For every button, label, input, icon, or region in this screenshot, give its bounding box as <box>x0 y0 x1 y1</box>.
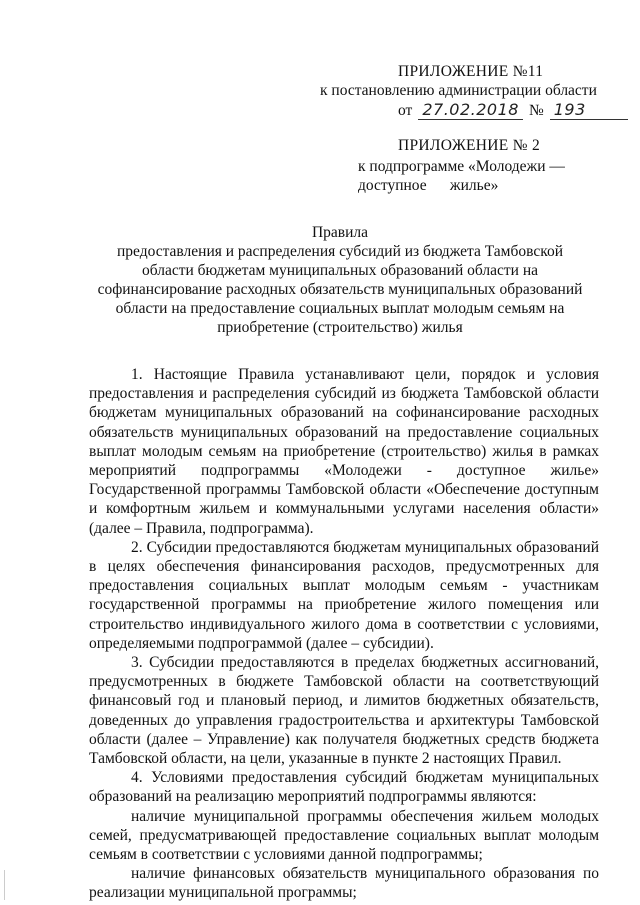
number-label: № <box>528 102 544 119</box>
paragraph-2: 2. Субсидии предоставляются бюджетам муниципальных образований в целях обеспечения финансирования расходов, предусмотренных для предоставления социальных выплат молодым семьям - участникам государственной программы на приобретение жилого помещения или строительство индивидуального жилого дома в соответствии с условиями, определяемыми подпрограммой (далее – субсидии). <box>89 538 599 652</box>
paragraph-4-item-2: наличие финансовых обязательств муниципального образования по реализации муниципальной программы; <box>89 865 599 902</box>
decree-date-number <box>320 100 610 120</box>
title-heading: Правила <box>311 224 369 241</box>
subprogram-reference-line1: к подпрограмме «Молодежи — <box>358 158 565 175</box>
handwritten-number: 193 <box>550 100 628 120</box>
paragraph-4: 4. Условиями предоставления субсидий бюджетам муниципальных образований на реализацию мероприятий подпрограммы являются: <box>89 769 599 806</box>
document-body <box>89 365 599 903</box>
appendix-11-header <box>320 62 610 120</box>
decree-reference: к постановлению администрации области <box>320 82 597 99</box>
title-line: области на предоставление социальных выплат молодым семьям на <box>115 300 565 317</box>
title-line: софинансирование расходных обязательств муниципальных образований <box>97 281 583 298</box>
handwritten-date: 27.02.2018 <box>418 100 523 120</box>
title-line: приобретение (строительство) жилья <box>217 319 463 336</box>
title-line: области бюджетам муниципальных образований области на <box>141 262 538 279</box>
appendix-11-title: ПРИЛОЖЕНИЕ №11 <box>398 63 544 80</box>
scan-edge-mark <box>4 870 5 900</box>
paragraph-4-item-1: наличие муниципальной программы обеспечения жильем молодых семей, предусматривающей предоставление социальных выплат молодым семьям в соответствии с условиями данной подпрограммы; <box>89 807 599 864</box>
appendix-2-title: ПРИЛОЖЕНИЕ № 2 <box>398 137 541 154</box>
title-line: предоставления и распределения субсидий из бюджета Тамбовской <box>116 243 564 260</box>
from-label: от <box>398 102 413 119</box>
appendix-2-header <box>358 136 608 195</box>
paragraph-1: 1. Настоящие Правила устанавливают цели, порядок и условия предоставления и распределения субсидий из бюджета Тамбовской области бюджетам муниципальных образований на софинансирование расходных обязательств муниципальных образований на предоставление социальных выплат молодым семьям на приобретение (строительство) жилья в рамках мероприятий подпрограммы «Молодежи - доступное жилье» Государственной программы Тамбовской области «Обеспечение доступным и комфортным жильем и коммунальными услугами населения области» (далее – Правила, подпрограмма). <box>89 366 599 537</box>
document-title <box>70 223 610 337</box>
subprogram-reference-line2: доступное жилье» <box>358 177 499 194</box>
paragraph-3: 3. Субсидии предоставляются в пределах бюджетных ассигнований, предусмотренных в бюджете Тамбовской области на соответствующий финансовый год и плановый период, и лимитов бюджетных обязательств, доведенных до управления градостроительства и архитектуры Тамбовской области (далее – Управление) как получателя бюджетных средств бюджета Тамбовской области, на цели, указанные в пункте 2 настоящих Правил. <box>89 654 599 768</box>
